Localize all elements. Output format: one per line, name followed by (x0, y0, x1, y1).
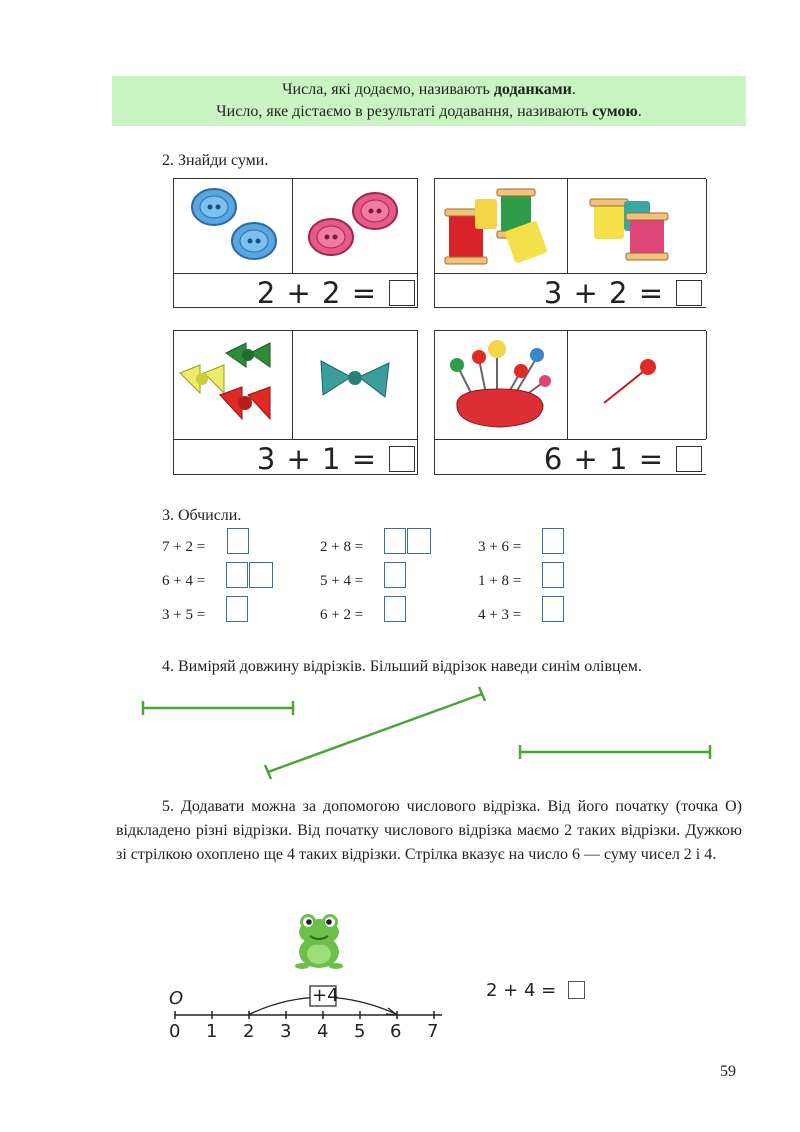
frog-icon (294, 912, 344, 970)
exercise: 6 + 4 = (162, 573, 206, 589)
task4-title: 4. Виміряй довжину відрізків. Більший відрізок наведи синім олівцем. (162, 658, 642, 675)
answer-box[interactable] (542, 562, 564, 588)
card-expression: 3 + 1 = (256, 442, 377, 476)
answer-box-ones[interactable] (407, 528, 431, 554)
answer-box[interactable] (542, 596, 564, 622)
segment-short[interactable] (143, 701, 293, 715)
answer-box[interactable] (676, 280, 702, 306)
number-line (160, 980, 460, 1050)
blue-buttons-icon (174, 179, 292, 271)
segment-right[interactable] (520, 745, 710, 759)
page-number: 59 (720, 1063, 736, 1080)
answer-box[interactable] (227, 528, 249, 554)
spools-icon (435, 179, 567, 271)
answer-box[interactable] (389, 446, 415, 472)
exercise: 6 + 2 = (320, 607, 364, 623)
card-left-cell (435, 179, 568, 273)
card-right-cell (293, 331, 419, 439)
exercise: 7 + 2 = (162, 539, 206, 555)
sum-equation: 2 + 4 = (486, 980, 557, 1001)
card-expression: 3 + 2 = (543, 276, 664, 310)
pink-buttons-icon (293, 179, 413, 271)
exercise: 4 + 3 = (478, 607, 522, 623)
sum-card-pins (434, 330, 706, 475)
exercise: 1 + 8 = (478, 573, 522, 589)
card-left-cell (174, 179, 293, 273)
tick-label-5: 5 (354, 1021, 366, 1042)
answer-box[interactable] (542, 528, 564, 554)
pincushion-icon (435, 331, 567, 437)
answer-box[interactable] (226, 596, 248, 622)
answer-box-tens[interactable] (384, 528, 406, 554)
segment-diagonal[interactable] (265, 687, 485, 779)
exercise: 2 + 8 = (320, 539, 364, 555)
card-expression: 2 + 2 = (256, 276, 377, 310)
tick-label-4: 4 (317, 1021, 329, 1042)
answer-box[interactable] (676, 446, 702, 472)
tick-label-7: 7 (427, 1021, 439, 1042)
answer-box-ones[interactable] (249, 562, 273, 588)
rule-line-2: Число, яке дістаємо в результаті додавання, називають сумою. (216, 103, 642, 120)
task2-title: 2. Знайди суми. (162, 152, 269, 169)
answer-box[interactable] (384, 596, 406, 622)
origin-label: O (169, 988, 184, 1009)
card-left-cell (174, 331, 293, 439)
card-right-cell (568, 179, 707, 273)
pin-icon (568, 331, 698, 437)
jump-label: +4 (312, 985, 339, 1006)
tick-label-1: 1 (206, 1021, 218, 1042)
sum-card-bows (173, 330, 418, 475)
answer-box-tens[interactable] (226, 562, 248, 588)
spools-icon (568, 179, 698, 271)
task3-title: 3. Обчисли. (162, 507, 242, 524)
bows-icon (174, 331, 292, 437)
card-right-cell (293, 179, 419, 273)
teal-bow-icon (293, 331, 417, 437)
answer-box[interactable] (389, 280, 415, 306)
task5-paragraph: 5. Додавати можна за допомогою числового відрізка. Від його початку (точка О) відкладено різні відрізки. Від початку числового відрізка маємо 2 таких відрізки. Дужкою зі стрілкою охоплено ще 4 таких відрізки. Стрілка вказує на число 6 — суму чисел 2 і 4. (116, 798, 742, 863)
sum-card-buttons (173, 178, 418, 308)
tick-label-2: 2 (243, 1021, 255, 1042)
tick-label-6: 6 (390, 1021, 402, 1042)
rule-box (112, 76, 746, 126)
answer-box[interactable] (568, 981, 585, 999)
sum-card-spools (434, 178, 706, 308)
exercise: 5 + 4 = (320, 573, 364, 589)
card-right-cell (568, 331, 707, 439)
exercise: 3 + 5 = (162, 607, 206, 623)
answer-box[interactable] (384, 562, 406, 588)
card-expression: 6 + 1 = (543, 442, 664, 476)
tick-label-3: 3 (280, 1021, 292, 1042)
exercise: 3 + 6 = (478, 539, 522, 555)
segments-drawing (0, 680, 800, 790)
card-left-cell (435, 331, 568, 439)
tick-label-0: 0 (169, 1021, 181, 1042)
rule-line-1: Числа, які додаємо, називають доданками. (282, 81, 576, 98)
